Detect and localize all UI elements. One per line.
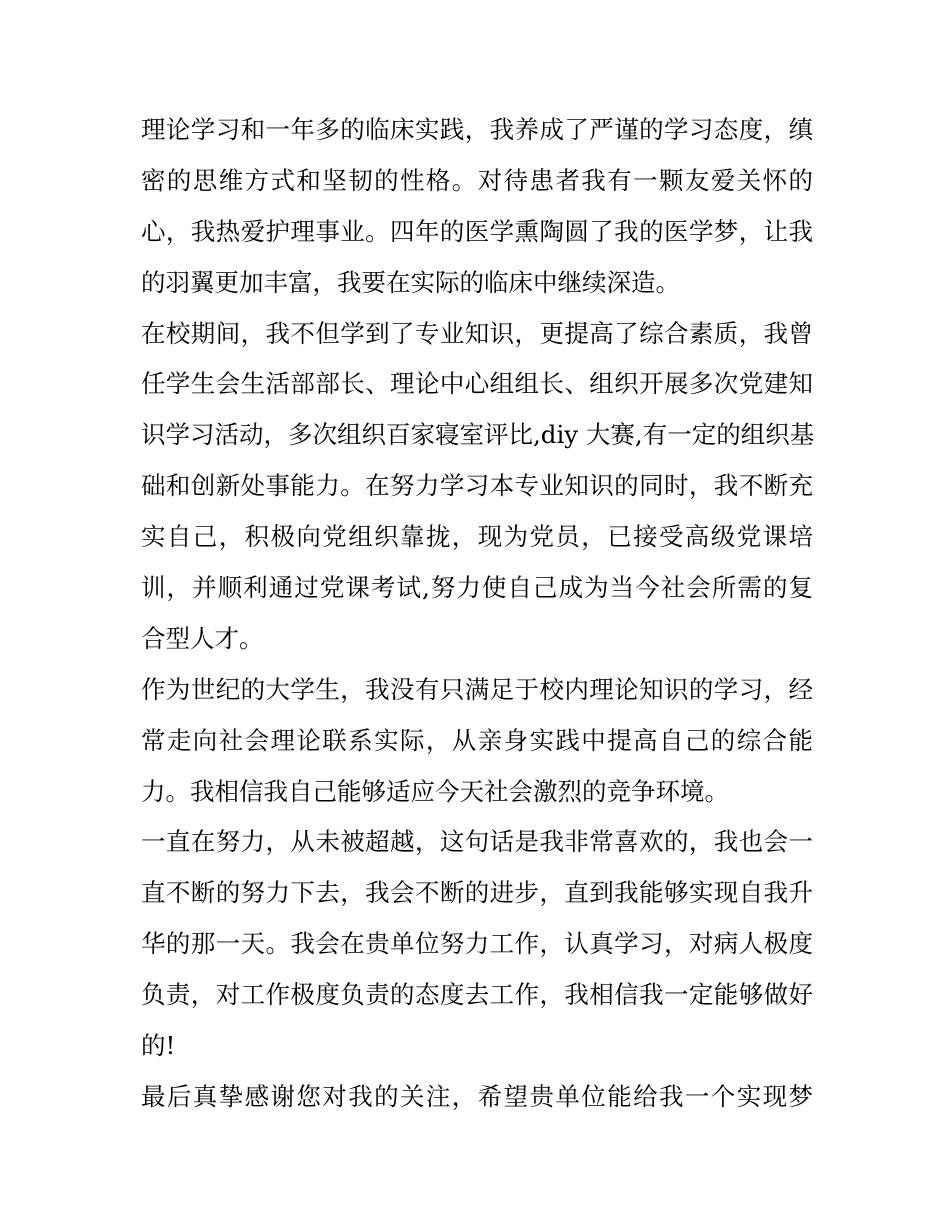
text-line: 任学生会生活部部长、理论中心组组长、组织开展多次党建知: [141, 369, 813, 399]
text-line: 负责，对工作极度负责的态度去工作，我相信我一定能够做好: [141, 980, 813, 1010]
text-line: 识学习活动，多次组织百家寝室评比,diy 大赛,有一定的组织基: [141, 420, 815, 450]
text-line: 密的思维方式和坚韧的性格。对待患者我有一颗友爱关怀的: [141, 165, 813, 195]
text-line: 作为世纪的大学生，我没有只满足于校内理论知识的学习，经: [141, 674, 813, 704]
text-line: 心，我热爱护理事业。四年的医学熏陶圆了我的医学梦，让我: [141, 216, 813, 246]
text-line: 实自己，积极向党组织靠拢，现为党员，已接受高级党课培: [141, 522, 813, 552]
text-line: 力。我相信我自己能够适应今天社会激烈的竞争环境。: [141, 776, 729, 806]
text-line: 在校期间，我不但学到了专业知识，更提高了综合素质，我曾: [141, 318, 813, 348]
text-line: 理论学习和一年多的临床实践，我养成了严谨的学习态度，缜: [141, 115, 813, 144]
text-line: 最后真挚感谢您对我的关注，希望贵单位能给我一个实现梦: [141, 1081, 813, 1111]
text-line: 的羽翼更加丰富，我要在实际的临床中继续深造。: [141, 267, 680, 297]
text-line: 一直在努力，从未被超越，这句话是我非常喜欢的，我也会一: [141, 827, 813, 857]
text-line: 的!: [141, 1031, 176, 1061]
text-line: 华的那一天。我会在贵单位努力工作，认真学习，对病人极度: [141, 929, 813, 959]
text-line: 础和创新处事能力。在努力学习本专业知识的同时，我不断充: [141, 471, 813, 501]
text-line: 常走向社会理论联系实际，从亲身实践中提高自己的综合能: [141, 725, 813, 755]
text-line: 直不断的努力下去，我会不断的进步，直到我能够实现自我升: [141, 878, 813, 908]
text-line: 训，并顺利通过党课考试,努力使自己成为当今社会所需的复: [141, 573, 813, 603]
text-line: 合型人才。: [141, 623, 264, 653]
document-body: [141, 105, 813, 1123]
